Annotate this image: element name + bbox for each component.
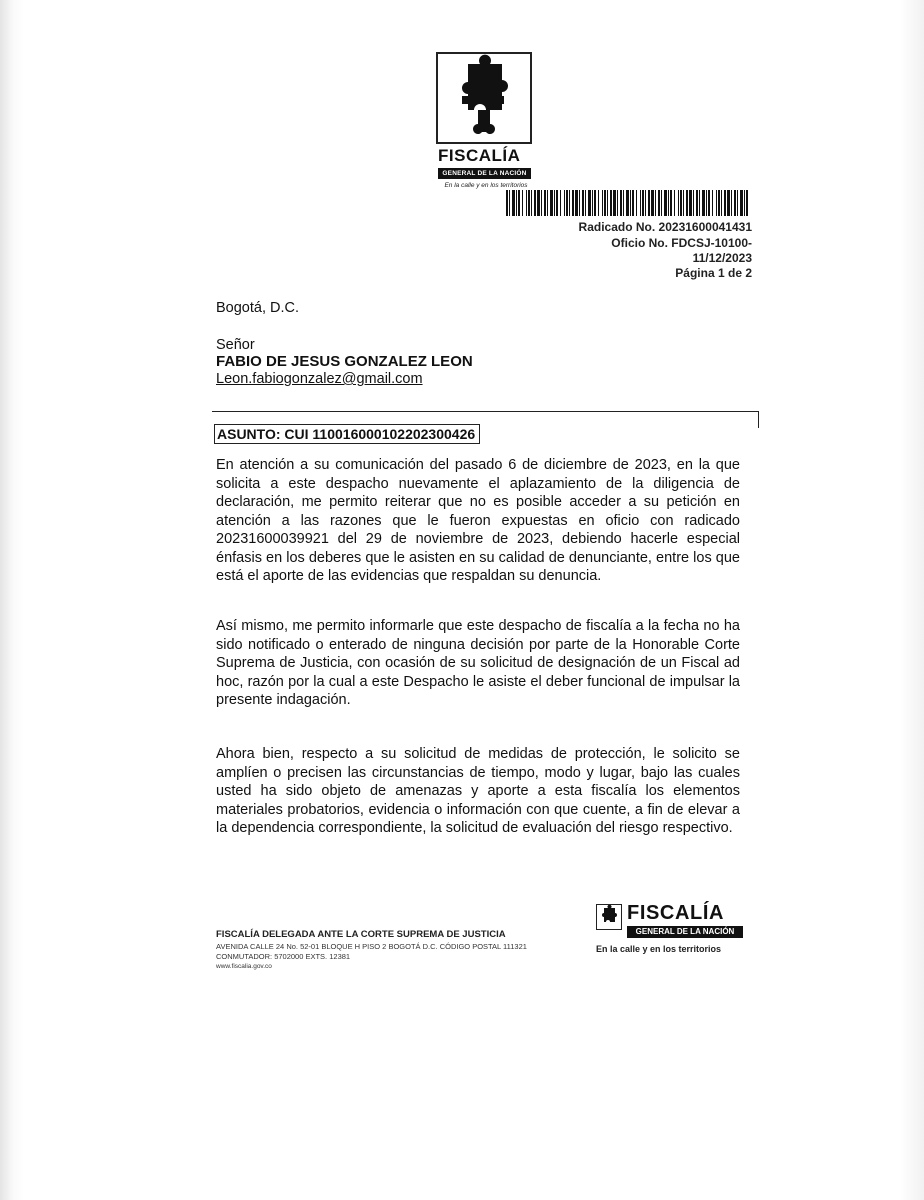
- barcode-bar: [528, 190, 530, 216]
- salutation: Señor: [216, 337, 255, 353]
- barcode-bar: [526, 190, 527, 216]
- barcode-bar: [689, 190, 692, 216]
- barcode-bar: [686, 190, 688, 216]
- barcode-bar: [602, 190, 603, 216]
- subject-line: ASUNTO: CUI 11001600010220230042​6: [214, 424, 480, 444]
- barcode-bar: [560, 190, 561, 216]
- recipient-name: FABIO DE JESUS GONZALEZ LEON: [216, 353, 473, 370]
- barcode-bar: [731, 190, 732, 216]
- footer-logo-slogan: En la calle y en los territorios: [596, 944, 722, 954]
- fiscalia-logo-header: [436, 52, 536, 192]
- barcode-bar: [702, 190, 705, 216]
- barcode-bar: [706, 190, 707, 216]
- recipient-email[interactable]: Leon.fabiogonzalez@gmail.com: [216, 371, 423, 387]
- barcode-bar: [613, 190, 616, 216]
- barcode-bar: [617, 190, 618, 216]
- barcode-bar: [541, 190, 542, 216]
- barcode-bar: [678, 190, 679, 216]
- barcode-bar: [556, 190, 558, 216]
- barcode-bar: [727, 190, 730, 216]
- logo-band: GENERAL DE LA NACIÓN: [438, 168, 531, 179]
- barcode-bar: [737, 190, 738, 216]
- barcode-bar: [658, 190, 660, 216]
- barcode-bar: [598, 190, 599, 216]
- barcode-bar: [696, 190, 698, 216]
- barcode-bar: [554, 190, 555, 216]
- barcode-bar: [509, 190, 510, 216]
- barcode-bar: [518, 190, 520, 216]
- barcode-bar: [550, 190, 553, 216]
- barcode-bar: [512, 190, 515, 216]
- barcode-bar: [623, 190, 624, 216]
- barcode-bar: [680, 190, 682, 216]
- barcode-bar: [547, 190, 548, 216]
- barcode-bar: [746, 190, 748, 216]
- puzzle-icon: [436, 52, 532, 144]
- barcode-bar: [534, 190, 536, 216]
- barcode-bar: [674, 190, 675, 216]
- body-paragraph-2: Así mismo, me permito informarle que este despacho de fiscalía a la fecha no ha sido notificado o enterado de ninguna decisión por parte de la Honorable Corte Suprema de Justicia, con ocasión de su solicitud de designación de un Fiscal ad hoc, razón por la cual a este Despacho le asiste el deber funcional de impulsar la presente indagación.: [216, 618, 740, 708]
- barcode-bar: [716, 190, 717, 216]
- footer-office: FISCALÍA DELEGADA ANTE LA CORTE SUPREMA DE JUSTICIA: [216, 929, 506, 940]
- barcode-bar: [630, 190, 631, 216]
- body-paragraph-1: En atención a su comunicación del pasado 6 de diciembre de 2023, en la que solicita a este despacho nuevamente el aplazamiento de la diligencia de declaración, me permito reiterar que no es posible acceder a su petición en atención a las razones que le fueron expuestas en oficio con radicado 20231600039921 del 29 de noviembre de 2023, debiendo hacerle especial énfasis en los deberes que le asisten en su calidad de denunciante, entre los que está el aporte de las evidencias que respaldan su denuncia.: [216, 457, 740, 584]
- barcode-bar: [655, 190, 656, 216]
- barcode-bar: [610, 190, 612, 216]
- barcode-bar: [744, 190, 745, 216]
- barcode-bar: [683, 190, 684, 216]
- barcode-bar: [664, 190, 667, 216]
- barcode: [506, 190, 752, 216]
- barcode-bar: [670, 190, 672, 216]
- footer-phone: CONMUTADOR: 5702000 EXTS. 12381: [216, 952, 351, 961]
- barcode-bar: [569, 190, 570, 216]
- footer-web[interactable]: www.fiscalia.gov.co: [216, 963, 272, 970]
- barcode-bar: [661, 190, 662, 216]
- barcode-bar: [718, 190, 720, 216]
- barcode-bar: [588, 190, 591, 216]
- barcode-bar: [582, 190, 584, 216]
- barcode-bar: [516, 190, 517, 216]
- letter-date: 11/12/2023: [692, 251, 752, 265]
- barcode-bar: [636, 190, 637, 216]
- barcode-bar: [648, 190, 650, 216]
- barcode-bar: [724, 190, 726, 216]
- barcode-bar: [721, 190, 722, 216]
- footer-logo-band: GENERAL DE LA NACIÓN: [627, 926, 743, 938]
- body-paragraph-3: Ahora bien, respecto a su solicitud de medidas de protección, le solicito se amplíen o precisen las circunstancias de tiempo, modo y lugar, bajo las cuales usted ha sido objeto de amenazas y aporte a esta fiscalía los elementos materiales probatorios, evidencia o información con que cuente, a fin de elevar a la dependencia correspondiente, la solicitud de evaluación del riesgo respectivo.: [216, 746, 740, 836]
- barcode-bar: [564, 190, 565, 216]
- barcode-bar: [632, 190, 634, 216]
- footer-logo-brand: FISCALÍA: [627, 902, 725, 924]
- barcode-bar: [693, 190, 694, 216]
- page-counter: Página 1 de 2: [675, 266, 752, 280]
- barcode-bar: [712, 190, 713, 216]
- oficio-number: Oficio No. FDCSJ-10100-: [611, 236, 752, 250]
- barcode-bar: [708, 190, 710, 216]
- barcode-bar: [734, 190, 736, 216]
- barcode-bar: [506, 190, 508, 216]
- footer-address: AVENIDA CALLE 24 No. 52-01 BLOQUE H PISO 2 BOGOTÁ D.C. CÓDIGO POSTAL 111321: [216, 942, 527, 951]
- logo-slogan: En la calle y en los territorios: [444, 182, 528, 189]
- barcode-bar: [579, 190, 580, 216]
- barcode-bar: [537, 190, 540, 216]
- barcode-bar: [699, 190, 700, 216]
- barcode-bar: [640, 190, 641, 216]
- puzzle-icon: [596, 904, 622, 930]
- barcode-bar: [651, 190, 654, 216]
- barcode-bar: [620, 190, 622, 216]
- barcode-bar: [544, 190, 546, 216]
- barcode-bar: [566, 190, 568, 216]
- barcode-bar: [645, 190, 646, 216]
- barcode-bar: [531, 190, 532, 216]
- barcode-bar: [740, 190, 743, 216]
- barcode-bar: [607, 190, 608, 216]
- fiscalia-logo-footer: [596, 902, 756, 958]
- barcode-bar: [585, 190, 586, 216]
- city-line: Bogotá, D.C.: [216, 300, 300, 316]
- barcode-bar: [604, 190, 606, 216]
- barcode-bar: [575, 190, 578, 216]
- logo-brand: FISCALÍA: [438, 146, 521, 165]
- barcode-bar: [626, 190, 629, 216]
- scan-edge: [0, 0, 14, 1200]
- barcode-bar: [572, 190, 574, 216]
- barcode-bar: [594, 190, 596, 216]
- barcode-bar: [592, 190, 593, 216]
- radicado-number: Radicado No. 20231600041431: [578, 220, 752, 234]
- barcode-bar: [522, 190, 523, 216]
- barcode-bar: [668, 190, 669, 216]
- barcode-bar: [642, 190, 644, 216]
